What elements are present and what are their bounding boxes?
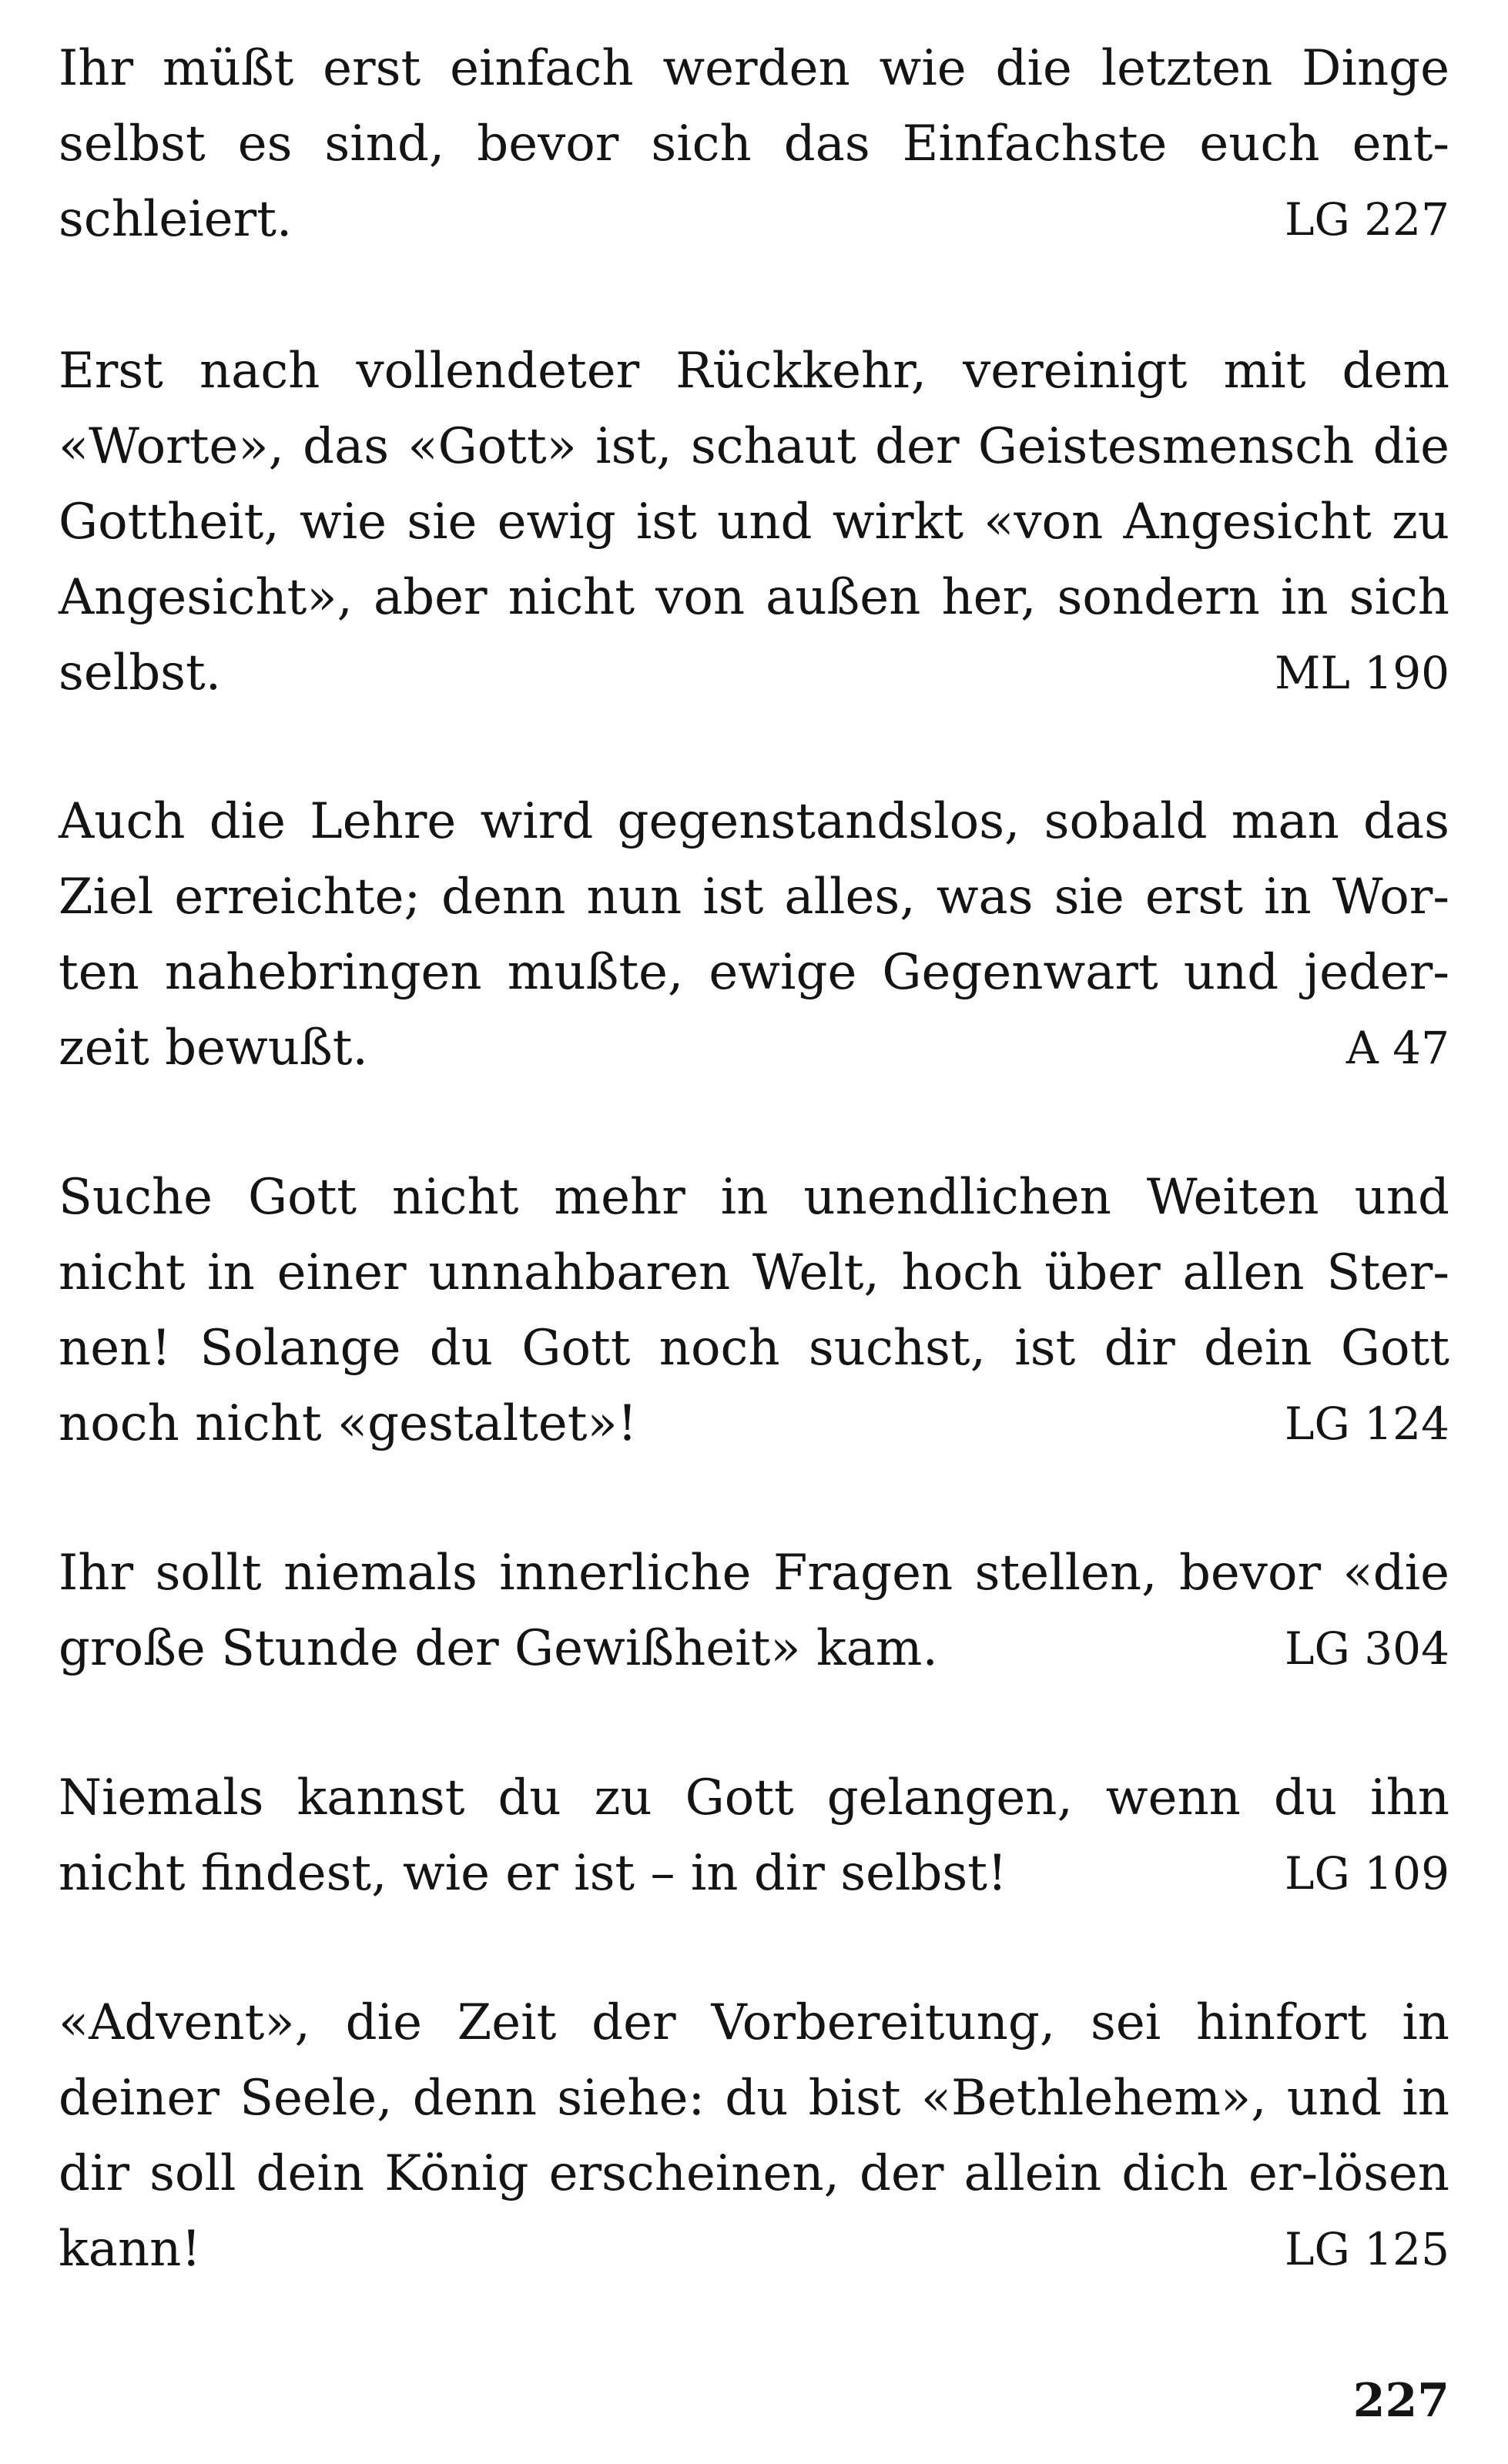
quote-block xyxy=(59,1535,1449,1686)
quote-reference: A 47 xyxy=(1345,1022,1449,1074)
quote-text: Niemals kannst du zu Gott gelangen, wenn du ihn nicht findest, wie er ist – in dir selbst! xyxy=(59,1769,1449,1902)
quote-text: Erst nach vollendeter Rückkehr, vereinigt mit dem «Worte», das «Gott» ist, schaut der Geistesmensch die Gottheit, wie sie ewig ist und wirkt «von Angesicht zu Angesicht», aber nicht von außen her, sondern in sich selbst. xyxy=(59,343,1449,701)
quote-text: Auch die Lehre wird gegenstandslos, sobald man das Ziel erreichte; denn nun ist alles, was sie erst in Worten nahebringen mußte, ewige Gegenwart und jederzeit bewußt. xyxy=(59,793,1449,1076)
quote-reference: LG 304 xyxy=(1285,1622,1449,1675)
page-number: 227 xyxy=(1352,2374,1449,2428)
quote-reference: LG 227 xyxy=(1285,193,1449,246)
quote-block xyxy=(59,31,1449,257)
quote-block xyxy=(59,1985,1449,2287)
quote-block xyxy=(59,1160,1449,1461)
quote-text: Ihr müßt erst einfach werden wie die letzten Dinge selbst es sind, bevor sich das Einfachste euch entschleiert. xyxy=(59,40,1449,248)
quote-block xyxy=(59,784,1449,1086)
quote-text: Ihr sollt niemals innerliche Fragen stellen, bevor «die große Stunde der Gewißheit» kam. xyxy=(59,1545,1449,1677)
quote-block xyxy=(59,1760,1449,1911)
quote-reference: ML 190 xyxy=(1274,647,1449,699)
page-content xyxy=(59,31,1449,2287)
quote-text: Suche Gott nicht mehr in unendlichen Weiten und nicht in einer unnahbaren Welt, hoch über allen Sternen! Solange du Gott noch suchst, ist dir dein Gott noch nicht «gestaltet»! xyxy=(59,1169,1449,1452)
quote-reference: LG 125 xyxy=(1285,2223,1449,2275)
quote-reference: LG 109 xyxy=(1285,1847,1449,1900)
quote-text: «Advent», die Zeit der Vorbereitung, sei hinfort in deiner Seele, denn siehe: du bist «Bethlehem», und in dir soll dein König erscheinen, der allein dich er-lösen kann! xyxy=(59,1994,1449,2278)
quote-reference: LG 124 xyxy=(1285,1398,1449,1450)
quote-block xyxy=(59,333,1449,711)
